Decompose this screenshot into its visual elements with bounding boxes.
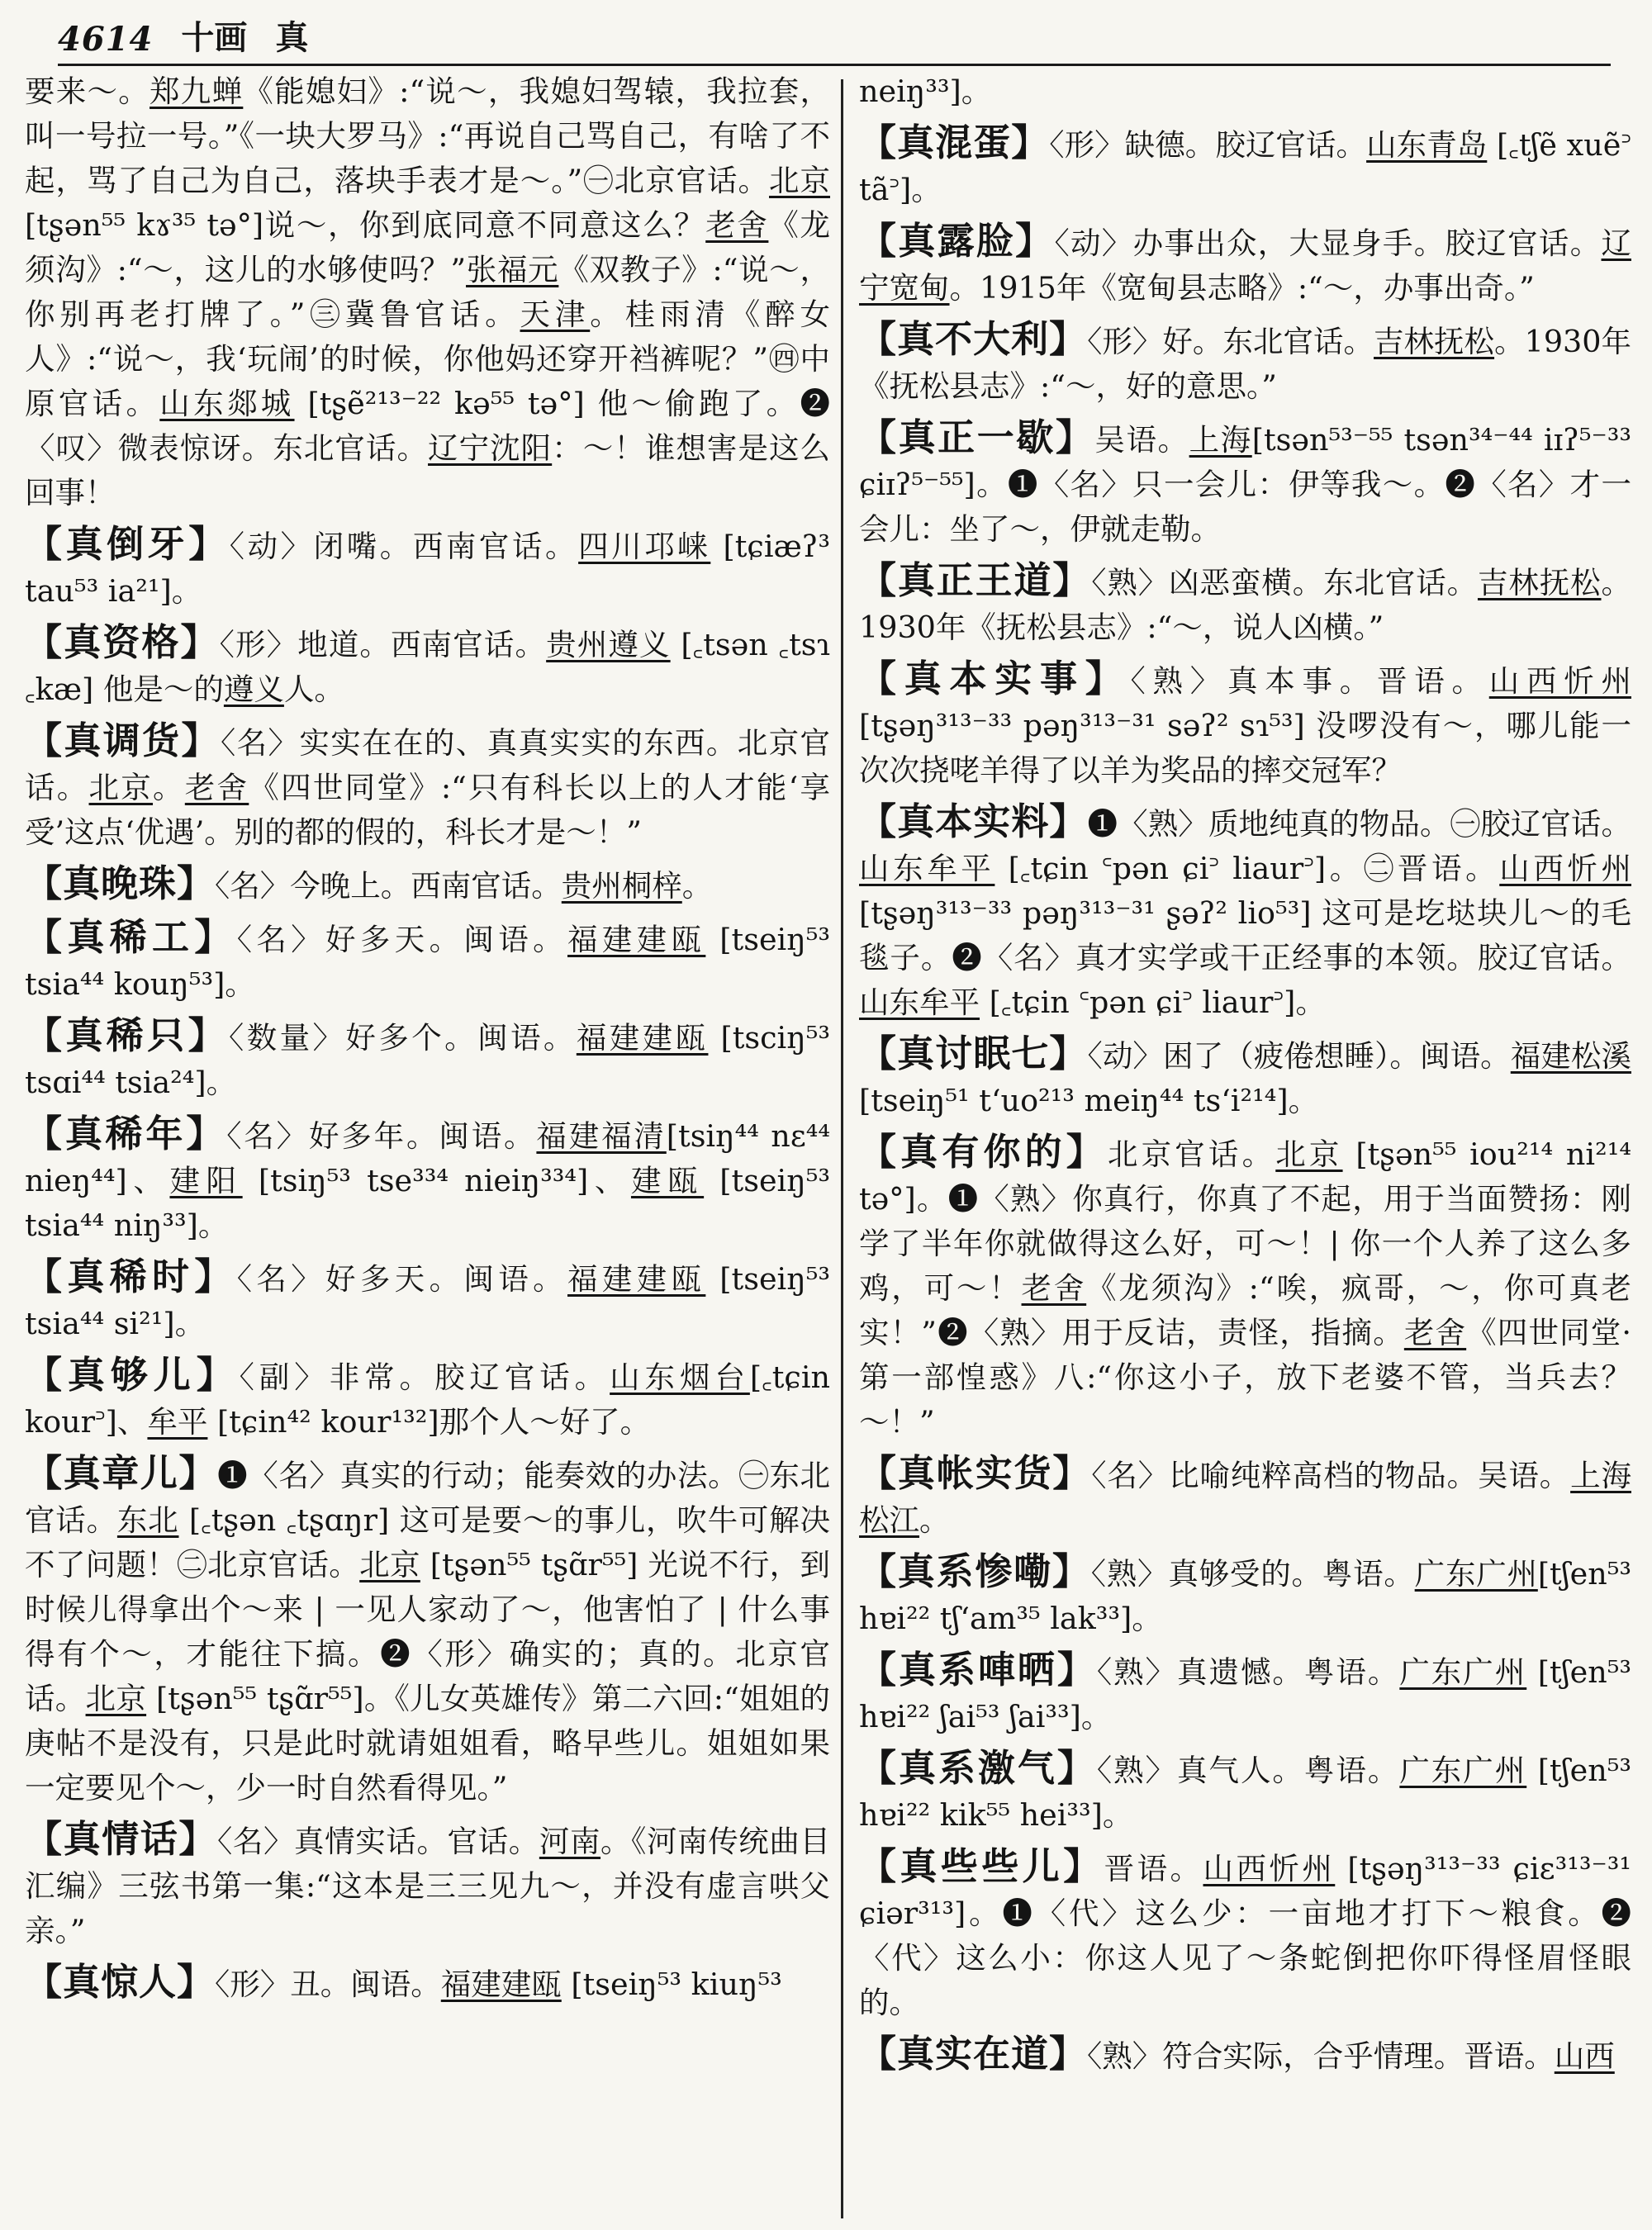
definition-text: [tɕiæʔ³ tau⁵³ ia²¹]。 (25, 529, 830, 609)
place-name: 老舍 (184, 770, 249, 805)
place-name: 广东广州 (1399, 1654, 1527, 1690)
place-name: 山东牟平 (859, 985, 980, 1020)
entry-zhen-xie-xie-er (859, 1844, 1631, 2025)
place-name: 山西忻州 (1203, 1851, 1336, 1886)
headword: 【真混蛋】 (859, 121, 1050, 164)
entry-zhen-hun-dan (859, 121, 1631, 212)
entry-zhen-wan-zhu (25, 861, 830, 909)
definition-text: 〈形〉好。东北官话。 (1087, 324, 1374, 359)
entry-zhen-zheng-wang-dao (859, 558, 1631, 650)
definition-text: 〈形〉缺德。胶辽官话。 (1049, 127, 1367, 163)
definition-text: 〈名〉今晚上。西南官话。 (215, 868, 562, 904)
place-name: 老舍 (1021, 1270, 1087, 1306)
entry-zhen-ben-shi-liao (859, 799, 1631, 1025)
place-name: 老舍 (705, 207, 769, 243)
headword: 【真不大利】 (859, 317, 1088, 361)
definition-text: [tseiŋ⁵³ tsia⁴⁴ niŋ³³]。 (25, 1163, 830, 1243)
definition-text: 〈动〉困了（疲倦想睡）。闽语。 (1087, 1038, 1511, 1074)
place-name: 山西忻州 (1499, 851, 1631, 886)
entry-zhen-zheng-yi-xie (859, 415, 1631, 552)
place-name: 牟平 (147, 1404, 208, 1440)
definition-text: [tsiŋ⁴⁴ nɛ⁴⁴ nieŋ⁴⁴]、 (25, 1118, 830, 1198)
definition-text: 《龙须沟》:“唉，疯哥，～，你可真老实！”❷〈熟〉用于反诘，责怪，指摘。 (859, 1270, 1631, 1350)
place-name: 建瓯 (630, 1163, 705, 1198)
place-name: 张福元 (466, 252, 559, 287)
place-name: 广东广州 (1399, 1753, 1527, 1788)
entry-zhen-tao-mian-qi (859, 1032, 1631, 1123)
definition-text: 〈动〉办事出众，大显身手。胶辽官话。 (1054, 225, 1602, 261)
definition-text: 要来～。 (25, 74, 150, 109)
headword: 【真稀只】 (25, 1013, 230, 1057)
definition-text: 。 (681, 868, 713, 904)
headword: 【真系激气】 (859, 1746, 1097, 1790)
definition-text: 。桂雨清《醉女人》:“说～，我‘玩闹’的时候，你他妈还穿开裆裤呢？”㊃中原官话。 (25, 297, 830, 421)
section-char: 真 (275, 18, 309, 57)
entry-zhen-shi-zai-dao (859, 2032, 1631, 2079)
place-name: 辽宁宽甸 (859, 225, 1631, 306)
entry-zhen-xi-zhi (25, 1013, 830, 1105)
entry-zhen-zhang-shi-huo (859, 1451, 1631, 1543)
place-name: 山东牟平 (859, 851, 995, 886)
place-name: 山东青岛 (1366, 127, 1488, 163)
headword: 【真正一歇】 (859, 415, 1095, 459)
definition-text: 《四世同堂·第一部惶惑》八:“你这小子，放下老婆不管，当兵去？～！” (859, 1315, 1631, 1440)
entry-zhen-xi-cuo-sai (859, 1648, 1631, 1739)
place-name: 建阳 (169, 1163, 243, 1198)
place-name: 北京 (88, 770, 154, 805)
place-name: 遵义 (223, 671, 284, 707)
place-name: 山西 (1554, 2038, 1615, 2074)
entry-zhen-bu-da-li (859, 317, 1631, 409)
definition-text: 晋语。 (1104, 1851, 1203, 1886)
definition-text: 〈形〉地道。西南官话。 (219, 627, 547, 662)
headword: 【真正王道】 (859, 558, 1092, 602)
place-name: 福建建瓯 (440, 1967, 562, 2002)
definition-text: [tsciŋ⁵³ tsɑi⁴⁴ tsia²⁴]。 (25, 1020, 830, 1100)
place-name: 广东广州 (1414, 1556, 1538, 1592)
right-column (859, 69, 1631, 2222)
place-name: 郑九蝉 (150, 74, 244, 109)
entry-zhen-zhang-er (25, 1451, 830, 1810)
definition-text: [tseiŋ⁵³ kiuŋ⁵³ (561, 1967, 782, 2002)
definition-text: 。 (153, 770, 185, 805)
definition-text: 〈名〉比喻纯粹高档的物品。吴语。 (1091, 1458, 1571, 1493)
definition-text: 人。 (283, 671, 344, 707)
definition-text: [tseiŋ⁵³ tsia⁴⁴ si²¹]。 (25, 1261, 830, 1341)
place-name: 东北 (116, 1502, 179, 1538)
definition-text: 〈数量〉好多个。闽语。 (229, 1020, 577, 1056)
headword: 【真调货】 (25, 719, 221, 762)
entry-zhen-dao-ya (25, 522, 830, 614)
definition-text: 〈熟〉真够受的。粤语。 (1090, 1556, 1415, 1592)
place-name: 北京 (769, 163, 830, 198)
entry-zhen-xi-nian (25, 1112, 830, 1248)
definition-text: [tsən⁵³⁻⁵⁵ tsən³⁴⁻⁴⁴ iɪʔ⁵⁻³³ ɕiɪʔ⁵⁻⁵⁵]。❶〈名〉只一会儿：伊等我～。❷〈名〉才一会儿：坐了～，伊就走勒。 (859, 422, 1631, 547)
definition-text: 《龙须沟》:“～，这儿的水够使吗？” (25, 207, 830, 287)
definition-text: neiŋ³³]。 (859, 74, 992, 109)
place-name: 山东郯城 (159, 386, 295, 421)
definition-text: 北京官话。 (1107, 1136, 1276, 1172)
headword: 【真讨眠七】 (859, 1032, 1088, 1075)
entry-zhen-you-ni-de (859, 1130, 1631, 1445)
definition-text: [tʂən⁵⁵ tʂɑ̃r⁵⁵]。《儿女英雄传》第二六回:“姐姐的庚帖不是没有，只是此时就请姐姐看，略早些儿。姐姐如果一定要见个～，少一时自然看得见。” (25, 1681, 830, 1805)
entry-zhen-qing-hua (25, 1817, 830, 1953)
column-divider (841, 79, 843, 2218)
place-name: 贵州桐梓 (561, 868, 682, 904)
place-name: 北京 (359, 1547, 420, 1582)
headword: 【真系惨嘞】 (859, 1549, 1091, 1593)
entry-continuation-right (859, 69, 1631, 114)
definition-text: [tʂən⁵⁵ kɤ³⁵ tə°]说～，你到底同意不同意这么？ (25, 207, 706, 243)
definition-text: [tʂən⁵⁵ iou²¹⁴ ni²¹⁴ tə°]。❶〈熟〉你真行，你真了不起，用于当面赞扬：刚学了半年你就做得这么好，可～！| 你一个人养了这么多鸡，可～！ (859, 1136, 1631, 1306)
place-name: 福建建瓯 (567, 922, 706, 957)
definition-text: [tʂəŋ³¹³⁻³³ pəŋ³¹³⁻³¹ səʔ² sɿ⁵³] 没啰没有～，哪儿能一次次挠咾羊得了以羊为奖品的摔交冠军？ (859, 708, 1631, 788)
entry-zhen-xi-gong (25, 915, 830, 1007)
definition-text: ：～！谁想害是这么回事！ (25, 430, 830, 510)
definition-text: 。1930年《抚松县志》:“～，好的意思。” (859, 324, 1631, 404)
definition-text: 〈熟〉真遗憾。粤语。 (1096, 1654, 1400, 1690)
definition-text: 《四世同堂》:“只有科长以上的人才能‘享受’这点‘优遇’。别的都的假的，科长才是～！” (25, 770, 830, 850)
headword: 【真稀年】 (25, 1112, 227, 1155)
page-number: 4614 (58, 20, 154, 59)
headword: 【真本实事】 (859, 657, 1131, 700)
headword: 【真系唓晒】 (859, 1648, 1097, 1691)
place-name: 福建建瓯 (576, 1020, 709, 1056)
definition-text: 〈名〉真情实话。官话。 (217, 1824, 539, 1859)
left-column (25, 69, 830, 2222)
definition-text: 〈名〉好多年。闽语。 (226, 1118, 537, 1154)
place-name: 辽宁沈阳 (428, 430, 553, 466)
definition-text: [tʃen⁵³ hɐi²² ʃai⁵³ ʃai³³]。 (859, 1654, 1631, 1734)
section-label: 十画 (181, 18, 248, 57)
headword: 【真惊人】 (25, 1960, 216, 2004)
definition-text: 〈熟〉真本事。晋语。 (1130, 663, 1489, 699)
definition-text: 。《河南传统曲目汇编》三弦书第一集:“这本是三三见九～，并没有虚言哄父亲。” (25, 1824, 830, 1948)
definition-text: 〈熟〉凶恶蛮横。东北官话。 (1091, 565, 1478, 600)
definition-text: [tʂən⁵⁵ tʂɑ̃r⁵⁵] 光说不行，到时候儿得拿出个～来 | 一见人家动了～，他害怕了 | 什么事得有个～，才能往下搞。❷〈形〉确实的；真的。北京官话。 (25, 1547, 830, 1716)
definition-text: 《双教子》:“说～，你别再老打牌了。”㊂冀鲁官话。 (25, 252, 830, 332)
headword: 【真本实料】 (859, 799, 1088, 843)
definition-text: [tʃen⁵³ hɐi²² tʃʻam³⁵ lak³³]。 (859, 1556, 1631, 1636)
definition-text: [tseiŋ⁵³ tsia⁴⁴ kouŋ⁵³]。 (25, 922, 830, 1002)
headword: 【真稀工】 (25, 915, 237, 959)
definition-text: 。1915年《宽甸县志略》:“～，办事出奇。” (949, 270, 1535, 306)
definition-text: 〈名〉实实在在的、真真实实的东西。北京官话。 (25, 725, 830, 805)
place-name: 吉林抚松 (1374, 324, 1495, 359)
definition-text: [꜀tɕin kour꜄]、 (25, 1359, 830, 1440)
entry-zhen-xi-can-le (859, 1549, 1631, 1641)
definition-text: 。1930年《抚松县志》:“～，说人凶横。” (859, 565, 1631, 645)
headword: 【真有你的】 (859, 1130, 1108, 1174)
headword: 【真稀时】 (25, 1255, 237, 1298)
place-name: 天津 (520, 297, 591, 332)
headword: 【真够儿】 (25, 1353, 240, 1397)
headword: 【真资格】 (25, 620, 220, 664)
place-name: 福建福清 (536, 1118, 667, 1154)
headword: 【真章儿】 (25, 1451, 218, 1495)
entry-zhen-ben-shi-shi (859, 657, 1631, 793)
place-name: 北京 (1275, 1136, 1343, 1172)
place-name: 老舍 (1403, 1315, 1467, 1350)
place-name: 福建松溪 (1510, 1038, 1631, 1074)
definition-text: ❶〈熟〉质地纯真的物品。㊀胶辽官话。 (1087, 806, 1631, 842)
place-name: 四川邛崃 (578, 529, 711, 564)
place-name: 山东烟台 (610, 1359, 750, 1395)
definition-text: [꜀tɕin ꜂pən ɕi꜄ liaur꜄]。 (980, 985, 1326, 1020)
entry-continuation (25, 69, 830, 515)
headword: 【真露脸】 (859, 219, 1055, 263)
place-name: 河南 (539, 1824, 601, 1859)
definition-text: 《能媳妇》:“说～，我媳妇驾辕，我拉套，叫一号拉一号。”《一块大罗马》:“再说自己骂自己，有啥了不起，骂了自己为自己，落块手表才是～。”㊀北京官话。 (25, 74, 830, 198)
definition-text: [tʂẽ²¹³⁻²² kə⁵⁵ tə°] 他～偷跑了。❷〈叹〉微表惊讶。东北官话。 (25, 386, 830, 466)
entry-zhen-jing-ren (25, 1960, 830, 2007)
place-name: 山西忻州 (1488, 663, 1631, 699)
definition-text: ❶〈名〉真实的行动；能奏效的办法。㊀东北官话。 (25, 1458, 830, 1538)
entry-zhen-xi-ji-qi (859, 1746, 1631, 1838)
place-name: 贵州遵义 (546, 627, 671, 662)
definition-text: 〈熟〉真气人。粤语。 (1096, 1753, 1400, 1788)
definition-text: 。 (919, 1502, 950, 1538)
definition-text: [tseiŋ⁵¹ tʻuo²¹³ meiŋ⁴⁴ tsʻi²¹⁴]。 (859, 1083, 1319, 1118)
place-name: 上海松江 (859, 1458, 1631, 1538)
headword: 【真情话】 (25, 1817, 217, 1861)
place-name: 吉林抚松 (1477, 565, 1602, 600)
entry-zhen-zi-ge (25, 620, 830, 712)
headword: 【真倒牙】 (25, 522, 230, 566)
entry-zhen-gou-er (25, 1353, 830, 1445)
definition-text: 〈形〉丑。闽语。 (215, 1967, 441, 2002)
definition-text: [꜀tʃẽ xuẽ꜄ tã꜄]。 (859, 127, 1631, 207)
headword: 【真实在道】 (859, 2032, 1088, 2076)
place-name: 北京 (85, 1681, 147, 1716)
headword: 【真帐实货】 (859, 1451, 1092, 1495)
definition-text: [꜀tʂən ꜀tʂɑŋr] 这可是要～的事儿，吹牛可解决不了问题！㊁北京官话。 (25, 1502, 830, 1582)
definition-text: 〈熟〉符合实际，合乎情理。晋语。 (1087, 2038, 1555, 2074)
definition-text: [tʂəŋ³¹³⁻³³ ɕiɛ³¹³⁻³¹ ɕiər³¹³]。❶〈代〉这么少：一亩地才打下～粮食。❷〈代〉这么小：你这人见了～条蛇倒把你吓得怪眉怪眼的。 (859, 1851, 1631, 2020)
entry-zhen-diao-huo (25, 719, 830, 855)
entry-zhen-lu-lian (859, 219, 1631, 311)
definition-text: 〈动〉闭嘴。西南官话。 (229, 529, 579, 564)
headword: 【真晚珠】 (25, 861, 216, 905)
definition-text: [tɕin⁴² kour¹³²]那个人～好了。 (207, 1404, 651, 1440)
definition-text: 吴语。 (1094, 422, 1189, 458)
definition-text: [꜀tɕin ꜂pən ɕi꜄ liaur꜄]。㊁晋语。 (995, 851, 1500, 886)
definition-text: 〈名〉好多天。闽语。 (236, 922, 567, 957)
headword: 【真些些儿】 (859, 1844, 1104, 1888)
entry-zhen-xi-shi (25, 1255, 830, 1346)
place-name: 福建建瓯 (567, 1261, 706, 1297)
definition-text: 〈名〉好多天。闽语。 (236, 1261, 567, 1297)
page-header (58, 15, 1611, 66)
place-name: 上海 (1189, 422, 1252, 458)
definition-text: [tʃen⁵³ hɐi²² kik⁵⁵ hei³³]。 (859, 1753, 1631, 1833)
definition-text: [tʂəŋ³¹³⁻³³ pəŋ³¹³⁻³¹ ʂəʔ² lio⁵³] 这可是圪垯块儿～的毛毯子。❷〈名〉真才实学或干正经事的本领。胶辽官话。 (859, 895, 1631, 975)
definition-text: 〈副〉非常。胶辽官话。 (239, 1359, 610, 1395)
definition-text: [꜀tsən ꜀tsɿ ꜀kæ] 他是～的 (25, 627, 830, 707)
definition-text: [tsiŋ⁵³ tse³³⁴ nieiŋ³³⁴]、 (242, 1163, 631, 1198)
